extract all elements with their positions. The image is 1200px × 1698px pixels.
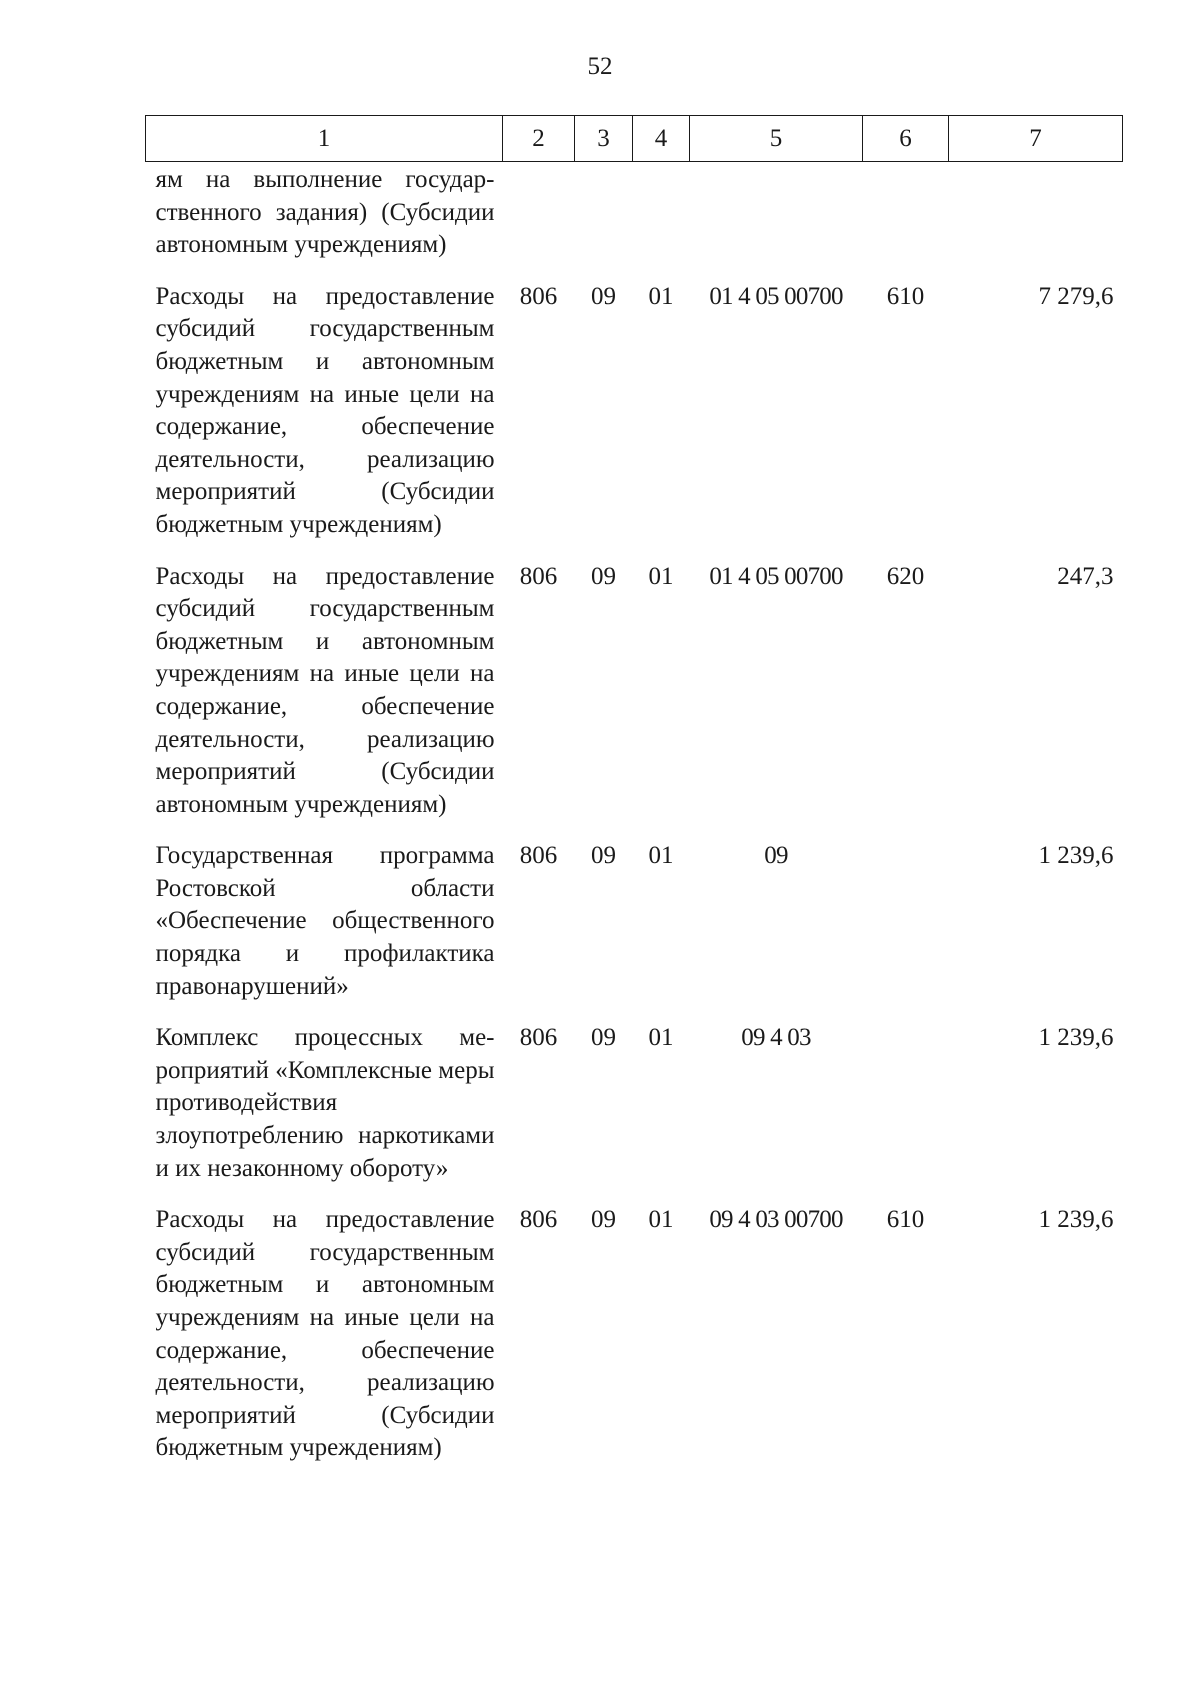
row-pr: 01: [648, 842, 674, 870]
row-amount: 7 279,6: [1038, 282, 1114, 310]
row-name: Комплекс процессных мероприятий «Комплексные меры противодействия злоупотреблению наркотиками и их незаконному обороту»: [155, 1024, 495, 1182]
header-cell-2: 2: [503, 116, 575, 162]
row-name: Государственная программа Ростовской области «Обеспечение общественного порядка и профилактика правонарушений»: [155, 842, 495, 1000]
header-cell-5: 5: [690, 116, 863, 162]
header-cell-7: 7: [949, 116, 1123, 162]
row-ved: 806: [519, 282, 558, 310]
row-name: Расходы на предоставление субсидий государственным бюджетным и автономным учреждениям на иные цели на содержание, обеспечение деятельности, реализацию мероприятий (Субсидии бюджетным учреждениям): [155, 1206, 495, 1462]
header-cell-3: 3: [575, 116, 633, 162]
row-vr: [863, 162, 949, 281]
table-row: [146, 162, 1123, 281]
table-header: [146, 116, 1123, 162]
table-row: [146, 840, 1123, 1022]
row-vr: 610: [886, 1206, 925, 1234]
row-name: Расходы на предоставление субсидий государственным бюджетным и автономным учреждениям на иные цели на содержание, обеспечение деятельности, реализацию мероприятий (Субсидии автономным учреждениям): [155, 562, 495, 818]
row-ved: 806: [519, 1206, 558, 1234]
table-row: [146, 561, 1123, 841]
row-name: ям на выполнение государственного задания) (Субсидии автономным учреждениям): [155, 166, 495, 259]
row-csr: 09: [764, 842, 788, 870]
row-pr: 01: [648, 1206, 674, 1234]
row-name: Расходы на предоставление субсидий государственным бюджетным и автономным учреждениям на иные цели на содержание, обеспечение деятельности, реализацию мероприятий (Субсидии бюджетным учреждениям): [155, 282, 495, 538]
row-ved: [503, 162, 575, 281]
header-row: [146, 116, 1123, 162]
row-vr: 610: [886, 282, 925, 310]
row-pr: 01: [648, 1024, 674, 1052]
row-amount: 247,3: [1057, 562, 1114, 590]
row-csr: 09 4 03 00700: [709, 1206, 843, 1234]
table-body: [146, 162, 1123, 1484]
row-amount: 1 239,6: [1038, 1024, 1114, 1052]
row-csr: [690, 162, 863, 281]
row-rz: [575, 162, 633, 281]
row-ved: 806: [519, 562, 558, 590]
row-vr: 620: [886, 562, 925, 590]
budget-table: [145, 115, 1123, 1484]
row-pr: 01: [648, 562, 674, 590]
row-csr: 01 4 05 00700: [709, 562, 843, 590]
row-csr: 09 4 03: [741, 1024, 811, 1052]
row-rz: 09: [591, 1024, 616, 1052]
row-pr: 01: [648, 282, 674, 310]
row-ved: 806: [519, 842, 558, 870]
row-rz: 09: [591, 1206, 616, 1234]
row-ved: 806: [519, 1024, 558, 1052]
table-row: [146, 1204, 1123, 1484]
row-csr: 01 4 05 00700: [709, 282, 843, 310]
row-amount: [949, 162, 1123, 281]
row-rz: 09: [591, 282, 616, 310]
table-row: [146, 281, 1123, 561]
row-vr: [863, 840, 949, 1022]
row-vr: [863, 1022, 949, 1204]
row-rz: 09: [591, 842, 616, 870]
header-cell-4: 4: [633, 116, 690, 162]
header-cell-1: 1: [146, 116, 503, 162]
row-amount: 1 239,6: [1038, 1206, 1114, 1234]
header-cell-6: 6: [863, 116, 949, 162]
row-rz: 09: [591, 562, 616, 590]
page-number: 52: [587, 53, 613, 80]
row-amount: 1 239,6: [1038, 842, 1114, 870]
table-row: [146, 1022, 1123, 1204]
row-pr: [633, 162, 690, 281]
